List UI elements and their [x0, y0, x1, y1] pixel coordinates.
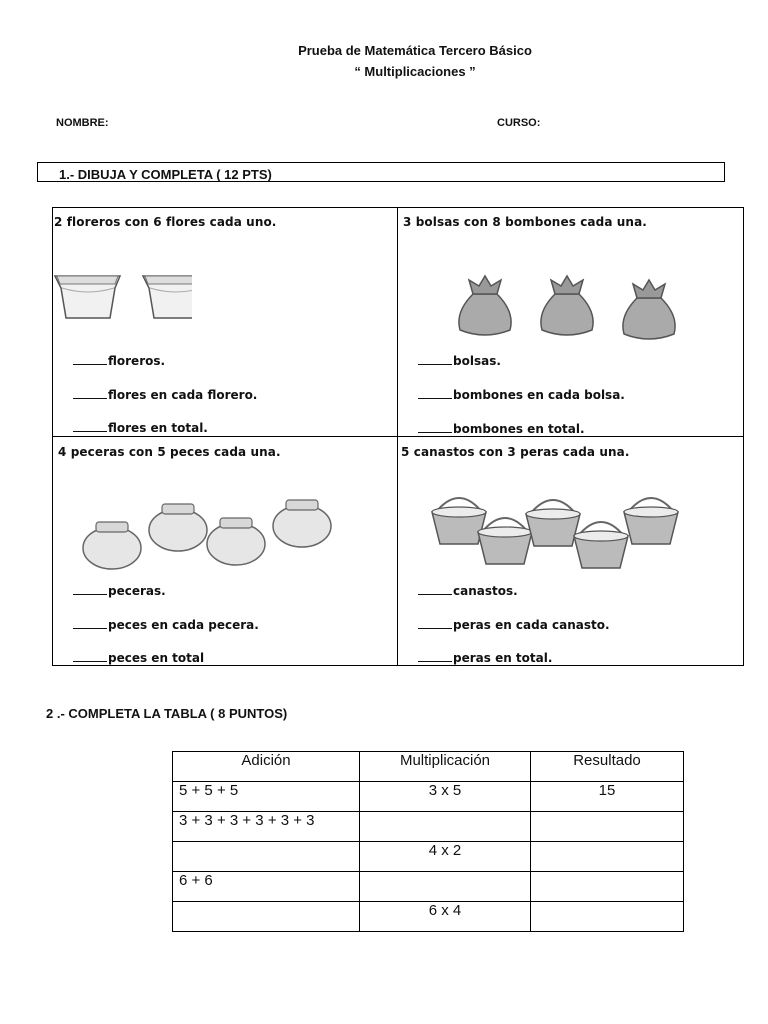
cell-baskets-line-2: peras en cada canasto.	[418, 617, 610, 632]
cell-baskets-heading: 5 canastos con 3 peras cada una.	[401, 445, 630, 459]
result-cell: 15	[531, 782, 684, 812]
grid-divider-horizontal	[52, 436, 744, 437]
addition-cell: 6 + 6	[173, 872, 360, 902]
page-subtitle: “ Multiplicaciones ”	[354, 64, 476, 79]
basket-icon	[432, 498, 486, 544]
table-row	[173, 842, 684, 872]
basket-icon	[478, 518, 532, 564]
multiplication-cell: 4 x 2	[360, 842, 531, 872]
column-header-multiplication: Multiplicación	[360, 752, 531, 782]
cell-vases-line-3: flores en total.	[73, 420, 208, 435]
cell-vases-heading: 2 floreros con 6 flores cada uno.	[54, 215, 277, 229]
cell-fishbowls-line-1: peceras.	[73, 583, 166, 598]
candy-bag-icon	[459, 276, 511, 335]
fishbowl-icon	[207, 518, 265, 565]
addition-cell: 5 + 5 + 5	[173, 782, 360, 812]
table-row	[173, 902, 684, 932]
addition-cell[interactable]	[173, 902, 360, 932]
name-label: NOMBRE:	[56, 117, 109, 129]
basket-icon	[526, 500, 580, 546]
fishbowl-icons	[80, 496, 340, 570]
cell-baskets-line-3: peras en total.	[418, 650, 552, 665]
fishbowl-icon	[149, 504, 207, 551]
fishbowl-icon	[83, 522, 141, 569]
table-row	[173, 782, 684, 812]
table-row	[173, 812, 684, 842]
addition-cell: 3 + 3 + 3 + 3 + 3 + 3	[173, 812, 360, 842]
course-label: CURSO:	[497, 117, 541, 129]
section2-heading: 2 .- COMPLETA LA TABLA ( 8 PUNTOS)	[46, 706, 288, 721]
page-title: Prueba de Matemática Tercero Básico	[298, 43, 532, 58]
multiplication-cell: 6 x 4	[360, 902, 531, 932]
addition-cell[interactable]	[173, 842, 360, 872]
table-header-row	[173, 752, 684, 782]
column-header-addition: Adición	[173, 752, 360, 782]
candy-bag-icons	[455, 272, 685, 340]
completion-table	[172, 751, 684, 932]
multiplication-cell: 3 x 5	[360, 782, 531, 812]
cell-fishbowls-heading: 4 peceras con 5 peces cada una.	[58, 445, 281, 459]
fishbowl-icon	[273, 500, 331, 547]
section1-heading: 1.- DIBUJA Y COMPLETA ( 12 PTS)	[59, 167, 272, 182]
cell-baskets-line-1: canastos.	[418, 583, 518, 598]
flower-vase-icons	[52, 270, 192, 326]
result-cell[interactable]	[531, 872, 684, 902]
candy-bag-icon	[623, 280, 675, 339]
vase-icon	[55, 276, 120, 318]
cell-bags-heading: 3 bolsas con 8 bombones cada una.	[403, 215, 647, 229]
multiplication-cell[interactable]	[360, 812, 531, 842]
basket-icons	[428, 496, 690, 580]
multiplication-cell[interactable]	[360, 872, 531, 902]
column-header-result: Resultado	[531, 752, 684, 782]
cell-bags-line-3: bombones en total.	[418, 421, 585, 436]
section1-heading-box	[37, 162, 725, 182]
cell-fishbowls-line-2: peces en cada pecera.	[73, 617, 259, 632]
cell-bags-line-1: bolsas.	[418, 353, 501, 368]
table-row	[173, 872, 684, 902]
cell-vases-line-1: floreros.	[73, 353, 165, 368]
cell-vases-line-2: flores en cada florero.	[73, 387, 257, 402]
vase-icon	[143, 276, 192, 318]
cell-bags-line-2: bombones en cada bolsa.	[418, 387, 625, 402]
result-cell[interactable]	[531, 902, 684, 932]
result-cell[interactable]	[531, 842, 684, 872]
basket-icon	[624, 498, 678, 544]
candy-bag-icon	[541, 276, 593, 335]
result-cell[interactable]	[531, 812, 684, 842]
basket-icon	[574, 522, 628, 568]
cell-fishbowls-line-3: peces en total	[73, 650, 204, 665]
